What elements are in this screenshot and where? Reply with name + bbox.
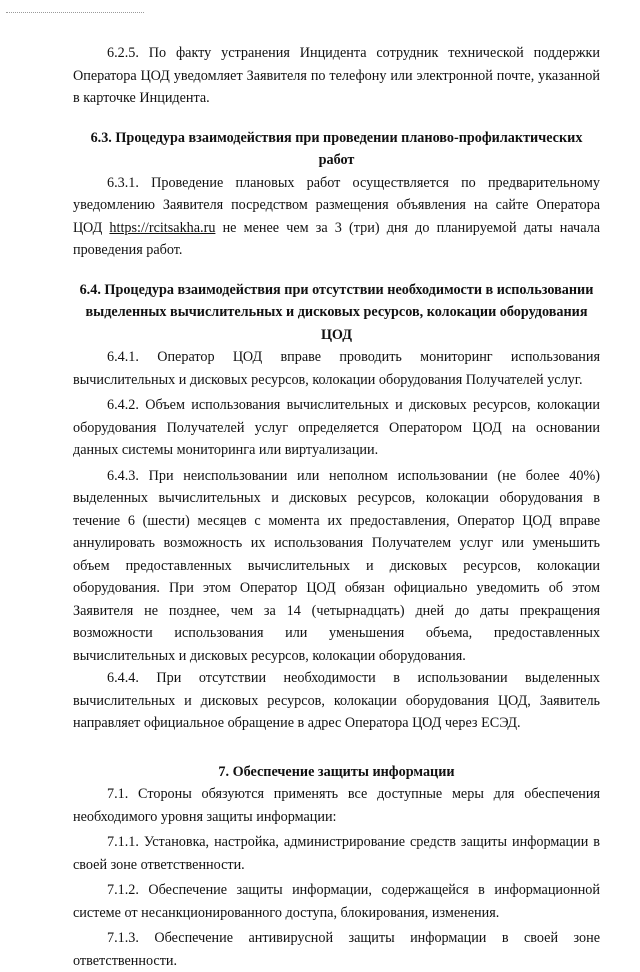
paragraph-6-3-1	[73, 172, 600, 262]
paragraph-7-1-2: 7.1.2. Обеспечение защиты информации, содержащейся в информационной системе от несанкционированного доступа, блокирования, изменения.	[73, 882, 600, 921]
heading-7: 7. Обеспечение защиты информации	[218, 763, 455, 780]
paragraph-6-3-1-start: 6.3.1. Проведение плановых работ осуществляется по предварительному уведомлению Заявителя посредством размещения объявления на сайте Оператора ЦОД	[73, 174, 600, 236]
paragraph-7-1-3: 7.1.3. Обеспечение антивирусной защиты информации в своей зоне ответственности.	[73, 930, 600, 969]
paragraph-6-4-2: 6.4.2. Объем использования вычислительных и дисковых ресурсов, колокации оборудования Получателей услуг определяется Оператором ЦОД на основании данных системы мониторинга или виртуализации.	[73, 397, 600, 458]
heading-6-4: 6.4. Процедура взаимодействия при отсутствии необходимости в использовании выделенных вычислительных и дисковых ресурсов, колокации оборудования ЦОД	[79, 281, 594, 343]
paragraph-6-4-4: 6.4.4. При отсутствии необходимости в использовании выделенных вычислительных и дисковых ресурсов, колокации оборудования ЦОД, Заявитель направляет официальное обращение в адрес Оператора ЦОД через ЕСЭД.	[73, 670, 600, 731]
paragraph-6-3-1-end: не менее чем за 3 (три) дня до планируемой даты начала проведения работ.	[73, 219, 600, 258]
paragraph-6-4-1: 6.4.1. Оператор ЦОД вправе проводить мониторинг использования вычислительных и дисковых ресурсов, колокации оборудования Получателей услуг.	[73, 349, 600, 388]
site-link[interactable]: https://rcitsakha.ru	[109, 219, 216, 236]
scan-artifact	[6, 12, 144, 15]
heading-6-3: 6.3. Процедура взаимодействия при проведении планово-профилактических работ	[90, 129, 583, 168]
document-page	[73, 42, 600, 972]
paragraph-6-4-3: 6.4.3. При неиспользовании или неполном использовании (не более 40%) выделенных вычислительных и дисковых ресурсов, колокации оборудования в течение 6 (шести) месяцев с момента их предоставления, Оператор ЦОД вправе аннулировать возможность их использования Получателем услуг или уменьшить объем предоставленных вычислительных и дисковых ресурсов, колокации оборудования. При этом Оператор ЦОД обязан официально уведомить об этом Заявителя не позднее, чем за 14 (четырнадцать) дней до даты прекращения возможности использования или уменьшения объема, предоставленных вычислительных и дисковых ресурсов, колокации оборудования.	[73, 467, 600, 664]
paragraph-6-2-5: 6.2.5. По факту устранения Инцидента сотрудник технической поддержки Оператора ЦОД уведомляет Заявителя по телефону или электронной почте, указанной в карточке Инцидента.	[73, 45, 600, 106]
paragraph-7-1-1: 7.1.1. Установка, настройка, администрирование средств защиты информации в своей зоне ответственности.	[73, 834, 600, 873]
paragraph-7-1: 7.1. Стороны обязуются применять все доступные меры для обеспечения необходимого уровня защиты информации:	[73, 786, 600, 825]
